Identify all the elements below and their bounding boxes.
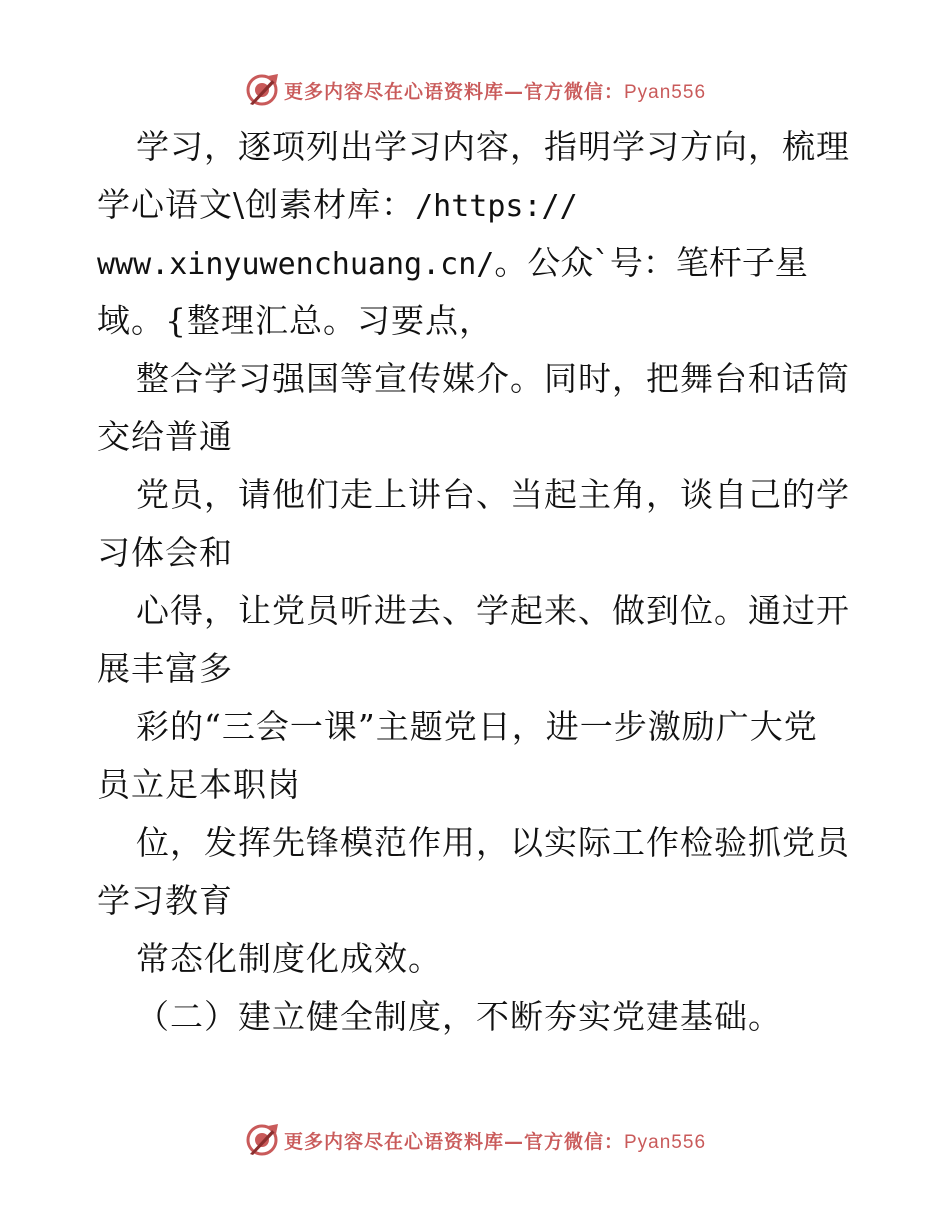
wechat-handle: Pyan556	[624, 1131, 707, 1153]
text-line: 交给普通	[97, 417, 233, 456]
text-line: 习体会和	[97, 533, 233, 572]
text-line: 学习，逐项列出学习内容，指明学习方向，梳理	[136, 127, 850, 166]
header-watermark-banner	[0, 70, 950, 110]
text-segment: 。公众`号：笔杆子星	[494, 243, 808, 282]
text-line: 常态化制度化成效。	[136, 939, 442, 978]
quill-pen-logo-icon	[244, 72, 280, 108]
url-segment: www.xinyuwenchuang.cn/	[97, 247, 495, 282]
text-segment: /https://	[415, 189, 578, 224]
text-line: 员立足本职岗	[97, 765, 301, 804]
wechat-handle: Pyan556	[624, 81, 707, 103]
watermark-text: 更多内容尽在心语资料库—官方微信：Pyan556	[283, 1130, 707, 1153]
text-line: 展丰富多	[97, 649, 233, 688]
text-line: 整合学习强国等宣传媒介。同时，把舞台和话筒	[136, 359, 850, 398]
text-line: 心得，让党员听进去、学起来、做到位。通过开	[136, 591, 850, 630]
section-heading: （二）建立健全制度，不断夯实党建基础。	[136, 997, 782, 1036]
text-line: 域。{整理汇总。习要点，	[97, 301, 493, 340]
text-line: 党员，请他们走上讲台、当起主角，谈自己的学	[136, 475, 850, 514]
quill-pen-logo-icon	[244, 1122, 280, 1158]
text-line: 彩的“三会一课”主题党日，进一步激励广大党	[136, 707, 818, 746]
text-line	[97, 176, 877, 234]
url-text-line	[97, 234, 877, 292]
text-line: 位，发挥先锋模范作用，以实际工作检验抓党员	[136, 823, 850, 862]
footer-watermark-banner	[0, 1120, 950, 1160]
text-line: 学习教育	[97, 881, 233, 920]
text-segment: 学心语文\创素材库：	[97, 185, 416, 224]
watermark-text: 更多内容尽在心语资料库—官方微信：Pyan556	[283, 80, 707, 103]
document-body	[97, 118, 877, 1046]
